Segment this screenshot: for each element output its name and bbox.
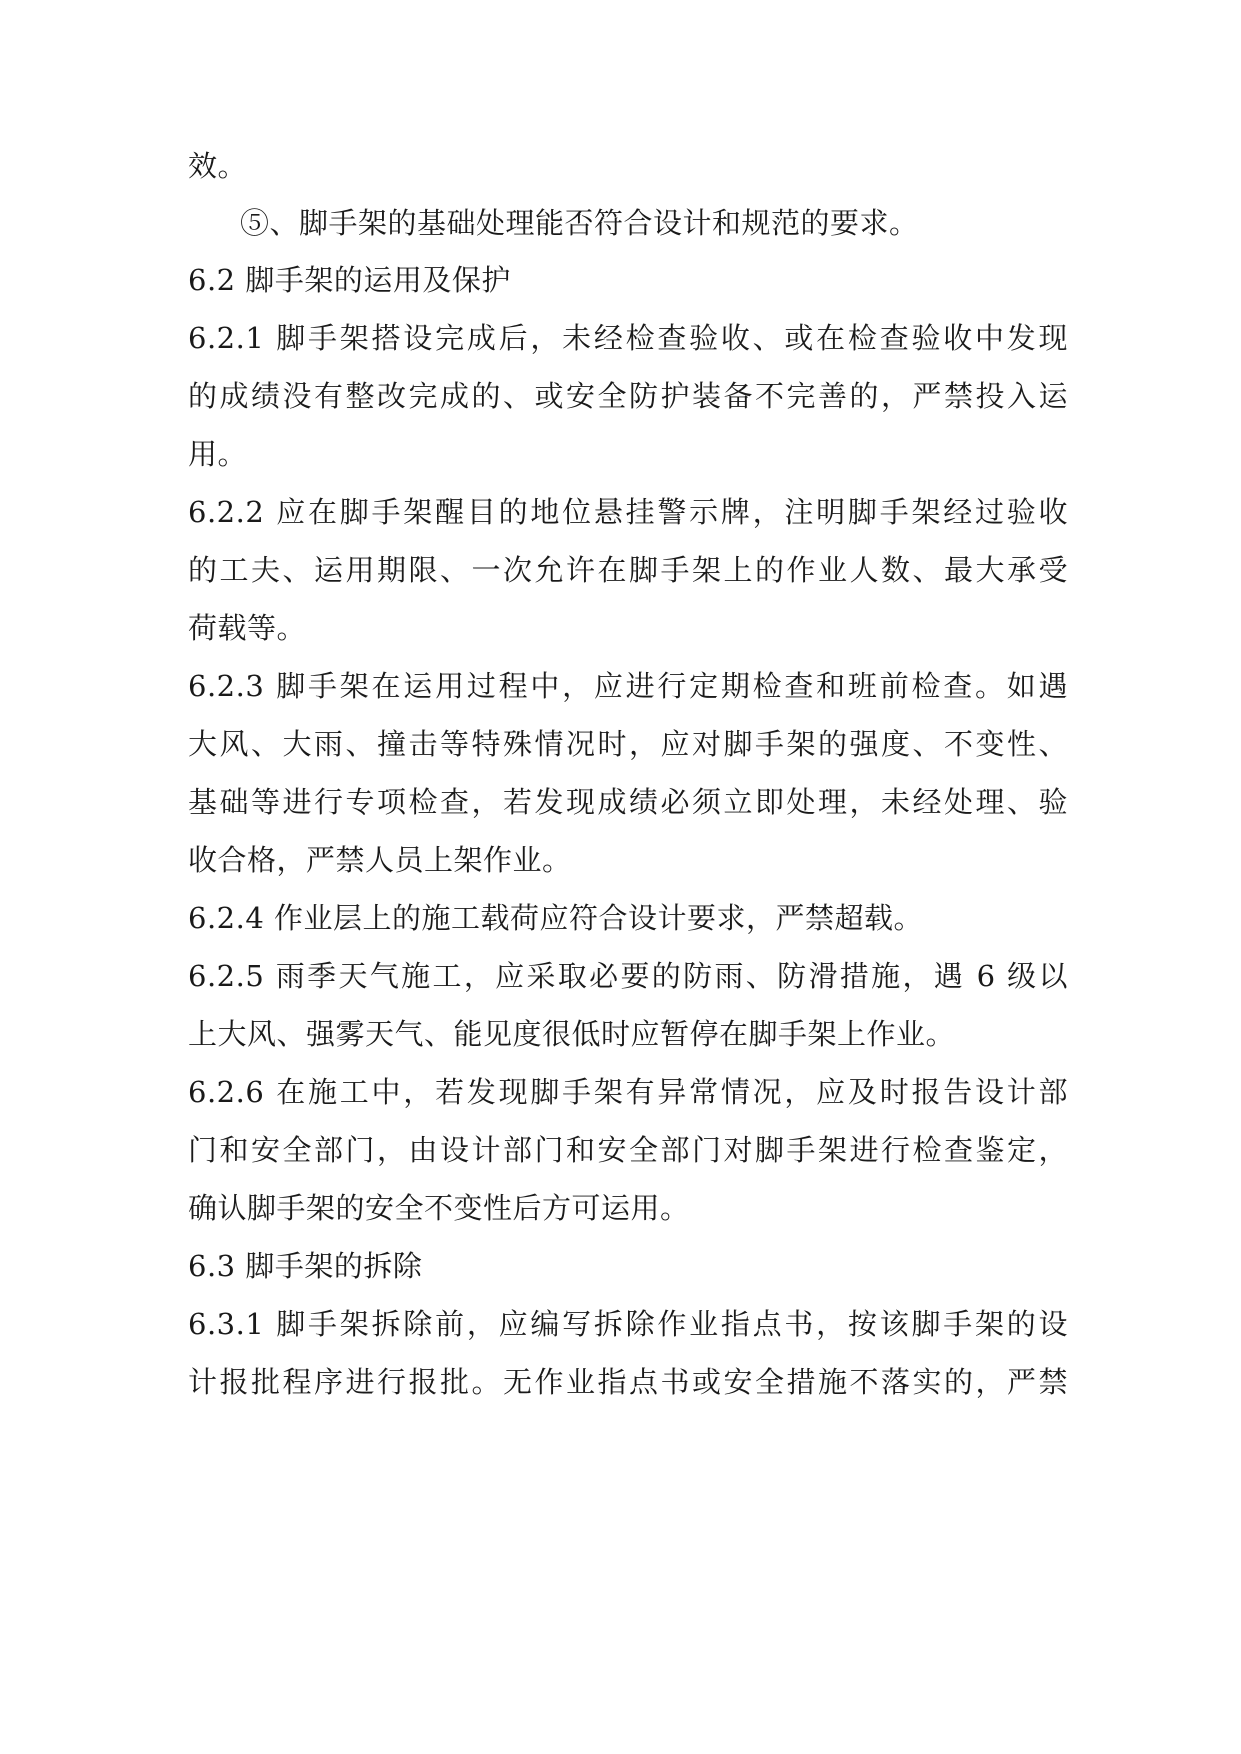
list-item: ⑤、脚手架的基础处理能否符合设计和规范的要求。 — [240, 206, 919, 240]
text-line: 6.2.5 雨季天气施工，应采取必要的防雨、防滑措施，遇 6 级以 — [188, 959, 1068, 993]
text-line: 用。 — [188, 437, 248, 471]
section-heading: 6.3 脚手架的拆除 — [188, 1249, 423, 1283]
text-line: 6.3.1 脚手架拆除前，应编写拆除作业指点书，按该脚手架的设 — [188, 1307, 1068, 1341]
text-line: 6.2.2 应在脚手架醒目的地位悬挂警示牌，注明脚手架经过验收 — [188, 495, 1068, 529]
text-line: 大风、大雨、撞击等特殊情况时，应对脚手架的强度、不变性、 — [188, 727, 1068, 761]
text-line: 基础等进行专项检查，若发现成绩必须立即处理，未经处理、验 — [188, 785, 1068, 819]
text-line: 6.2.6 在施工中，若发现脚手架有异常情况，应及时报告设计部 — [188, 1075, 1068, 1109]
text-line: 收合格，严禁人员上架作业。 — [188, 843, 572, 877]
text-line: 效。 — [188, 149, 248, 183]
text-line: 的工夫、运用期限、一次允许在脚手架上的作业人数、最大承受 — [188, 553, 1068, 587]
text-line: 的成绩没有整改完成的、或安全防护装备不完善的，严禁投入运 — [188, 379, 1068, 413]
section-heading: 6.2 脚手架的运用及保护 — [188, 263, 511, 297]
text-line: 荷载等。 — [188, 611, 307, 645]
text-line: 门和安全部门，由设计部门和安全部门对脚手架进行检查鉴定， — [188, 1133, 1068, 1167]
text-line: 确认脚手架的安全不变性后方可运用。 — [188, 1191, 690, 1225]
text-line: 6.2.1 脚手架搭设完成后，未经检查验收、或在检查验收中发现 — [188, 321, 1068, 355]
text-line: 上大风、强雾天气、能见度很低时应暂停在脚手架上作业。 — [188, 1017, 956, 1051]
text-line: 6.2.3 脚手架在运用过程中，应进行定期检查和班前检查。如遇 — [188, 669, 1068, 703]
text-line: 6.2.4 作业层上的施工载荷应符合设计要求，严禁超载。 — [188, 901, 924, 935]
text-line: 计报批程序进行报批。无作业指点书或安全措施不落实的，严禁 — [188, 1365, 1068, 1399]
